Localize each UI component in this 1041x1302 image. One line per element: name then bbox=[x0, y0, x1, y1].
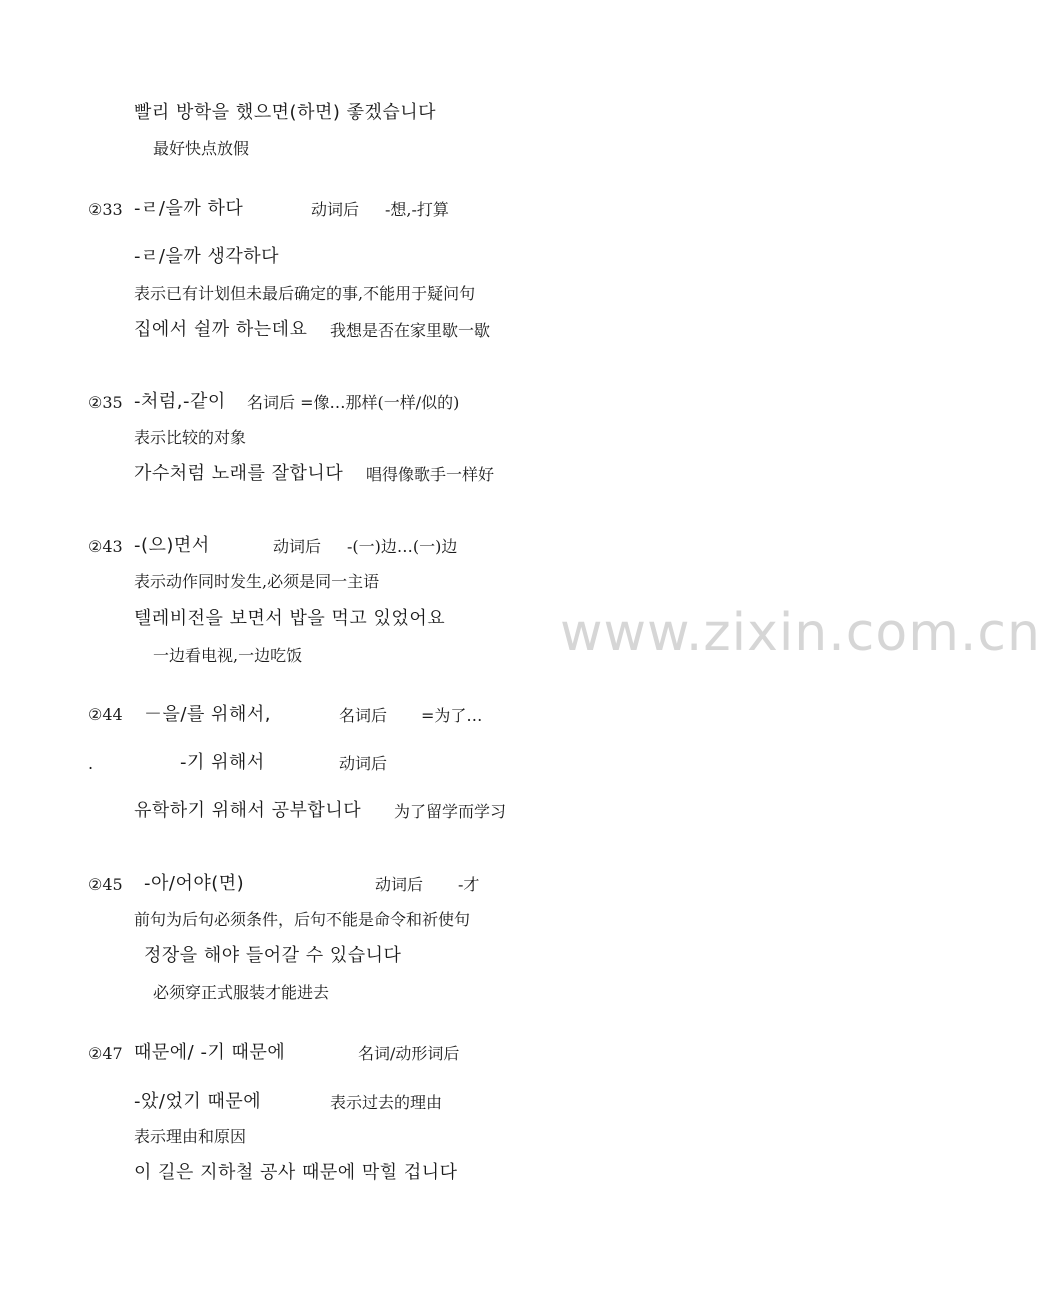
grammar-pattern: 때문에/ -기 때문에 bbox=[134, 1042, 286, 1063]
grammar-pattern: -아/어야(면) bbox=[144, 873, 245, 894]
grammar-variant: -ㄹ/을까 생각하다 bbox=[134, 246, 279, 267]
part-of-speech: 动词后 bbox=[311, 200, 360, 219]
grammar-meaning: -才 bbox=[458, 875, 480, 894]
korean-example: 이 길은 지하철 공사 때문에 막힐 겁니다 bbox=[134, 1162, 458, 1183]
chinese-translation: 我想是否在家里歇一歇 bbox=[330, 321, 491, 340]
grammar-variant: -기 위해서 bbox=[180, 752, 265, 773]
grammar-explanation: 表示比较的对象 bbox=[134, 428, 247, 447]
grammar-explanation: 表示动作同时发生,必须是同一主语 bbox=[134, 572, 380, 591]
part-of-speech: 动词后 bbox=[375, 875, 424, 894]
grammar-explanation: 表示过去的理由 bbox=[330, 1093, 443, 1112]
chinese-translation: 必须穿正式服装才能进去 bbox=[153, 983, 330, 1002]
grammar-meaning: 名词后 =像…那样(一样/似的) bbox=[247, 393, 460, 412]
grammar-meaning: -(一)边…(一)边 bbox=[347, 537, 458, 556]
korean-example: 정장을 해야 들어갈 수 있습니다 bbox=[144, 945, 402, 966]
grammar-number: ②47 bbox=[88, 1044, 123, 1063]
bullet-dot: . bbox=[88, 754, 94, 773]
grammar-explanation: 表示理由和原因 bbox=[134, 1127, 247, 1146]
chinese-translation: 为了留学而学习 bbox=[394, 802, 507, 821]
grammar-number: ②33 bbox=[88, 200, 123, 219]
grammar-pattern: -(으)면서 bbox=[134, 535, 210, 556]
part-of-speech: 名词后 bbox=[339, 706, 388, 725]
chinese-translation: 唱得像歌手一样好 bbox=[366, 465, 495, 484]
korean-example: 가수처럼 노래를 잘합니다 bbox=[134, 463, 344, 484]
watermark: www.zixin.com.cn bbox=[560, 603, 1041, 663]
grammar-pattern: -ㄹ/을까 하다 bbox=[134, 198, 244, 219]
grammar-pattern: -처럼,-같이 bbox=[134, 391, 226, 412]
grammar-meaning: =为了… bbox=[421, 706, 483, 725]
grammar-explanation: 前句为后句必须条件，后句不能是命令和祈使句 bbox=[134, 910, 471, 929]
grammar-number: ②44 bbox=[88, 705, 123, 724]
part-of-speech: 名词/动形词后 bbox=[358, 1044, 460, 1063]
grammar-explanation: 表示已有计划但未最后确定的事,不能用于疑问句 bbox=[134, 284, 476, 303]
korean-example: 집에서 쉴까 하는데요 bbox=[134, 319, 308, 340]
korean-example: 빨리 방학을 했으면(하면) 좋겠습니다 bbox=[134, 102, 437, 123]
chinese-translation: 最好快点放假 bbox=[153, 139, 250, 158]
grammar-variant: -았/었기 때문에 bbox=[134, 1091, 262, 1112]
part-of-speech: 动词后 bbox=[339, 754, 388, 773]
korean-example: 유학하기 위해서 공부합니다 bbox=[134, 800, 362, 821]
chinese-translation: 一边看电视,一边吃饭 bbox=[153, 646, 303, 665]
part-of-speech: 动词后 bbox=[273, 537, 322, 556]
korean-example: 텔레비전을 보면서 밥을 먹고 있었어요 bbox=[134, 608, 446, 629]
grammar-number: ②35 bbox=[88, 393, 123, 412]
grammar-pattern: －을/를 위해서, bbox=[144, 704, 271, 725]
grammar-number: ②43 bbox=[88, 537, 123, 556]
grammar-meaning: -想,-打算 bbox=[385, 200, 449, 219]
grammar-number: ②45 bbox=[88, 875, 123, 894]
